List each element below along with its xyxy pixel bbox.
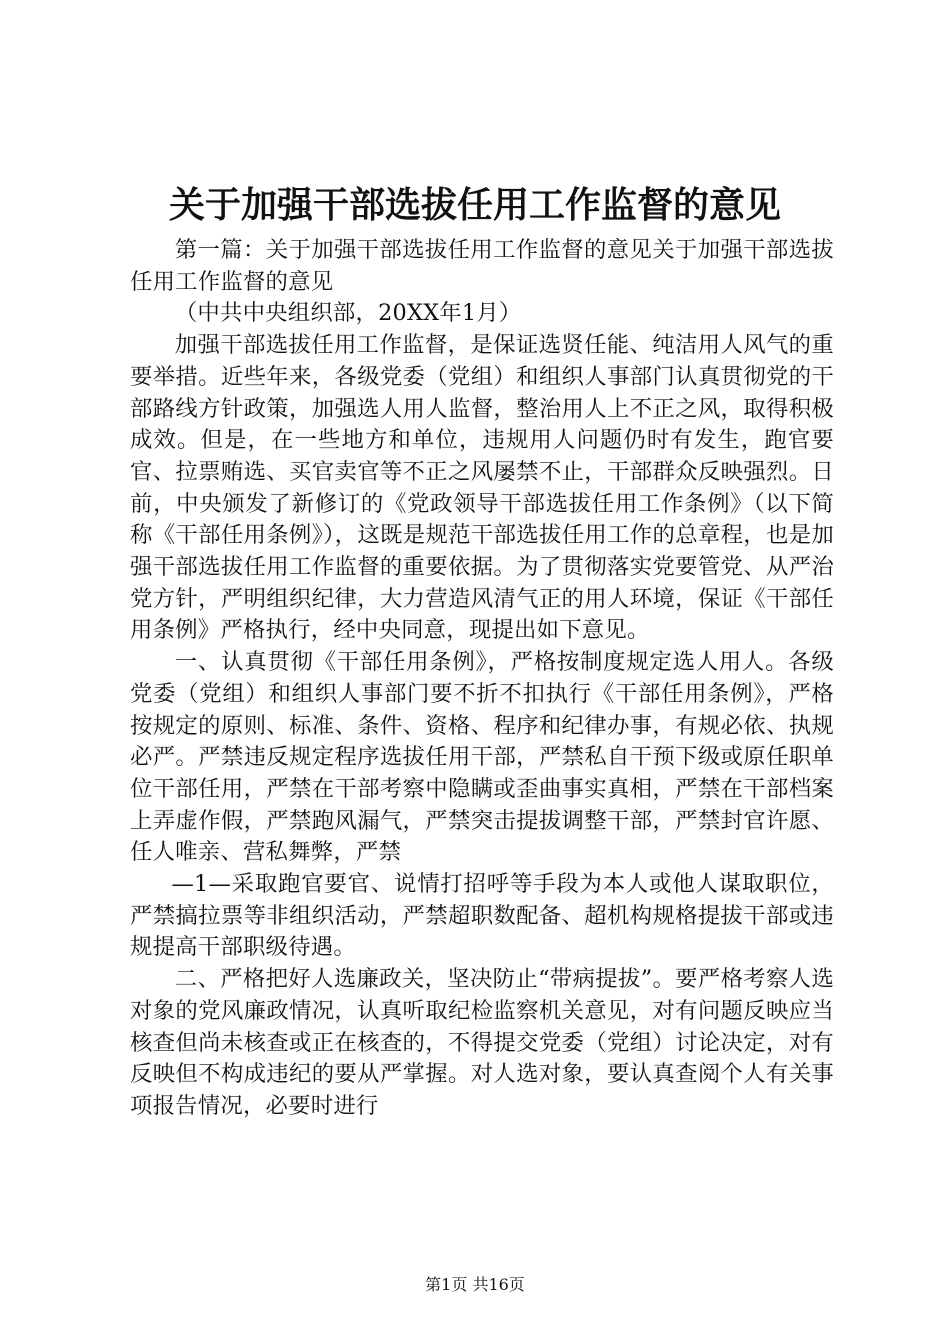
paragraph-section-one: 一、认真贯彻《干部任用条例》，严格按制度规定选人用人。各级党委（党组）和组织人事部门要不折不扣执行《干部任用条例》，严格按规定的原则、标准、条件、资格、程序和纪律办事，有规必依、执规必严。严禁违反规定程序选拔任用干部，严禁私自干预下级或原任职单位干部任用，严禁在干部考察中隐瞒或歪曲事实真相，严禁在干部档案上弄虚作假，严禁跑风漏气，严禁突击提拔调整干部，严禁封官许愿、任人唯亲、营私舞弊，严禁 [130, 649, 834, 866]
document-title: 关于加强干部选拔任用工作监督的意见 [168, 185, 781, 226]
document-body [130, 235, 834, 1123]
paragraph-section-two: 二、严格把好人选廉政关，坚决防止“带病提拔”。要严格考察人选对象的党风廉政情况，认真听取纪检监察机关意见，对有问题反映应当核查但尚未核查或正在核查的，不得提交党委（党组）讨论决定，对有反映但不构成违纪的要从严掌握。对人选对象，要认真查阅个人有关事项报告情况，必要时进行 [130, 966, 834, 1119]
paragraph-issuer-date: （中共中央组织部，20XX年1月） [174, 300, 522, 327]
page-number-footer: 第1页 共16页 [425, 1275, 525, 1294]
paragraph-section-one-continued: —1—采取跑官要官、说情打招呼等手段为本人或他人谋取职位，严禁搞拉票等非组织活动，严禁超职数配备、超机构规格提拔干部或违规提高干部职级待遇。 [130, 871, 834, 961]
paragraph-preamble: 加强干部选拔任用工作监督，是保证选贤任能、纯洁用人风气的重要举措。近些年来，各级党委（党组）和组织人事部门认真贯彻党的干部路线方针政策，加强选人用人监督，整治用人上不正之风，取得积极成效。但是，在一些地方和单位，违规用人问题仍时有发生，跑官要官、拉票贿选、买官卖官等不正之风屡禁不止，干部群众反映强烈。日前，中央颁发了新修订的《党政领导干部选拔任用工作条例》（以下简称《干部任用条例》），这既是规范干部选拔任用工作的总章程，也是加强干部选拔任用工作监督的重要依据。为了贯彻落实党要管党、从严治党方针，严明组织纪律，大力营造风清气正的用人环境，保证《干部任用条例》严格执行，经中央同意，现提出如下意见。 [130, 332, 834, 644]
paragraph-intro: 第一篇：关于加强干部选拔任用工作监督的意见关于加强干部选拔任用工作监督的意见 [130, 237, 834, 295]
